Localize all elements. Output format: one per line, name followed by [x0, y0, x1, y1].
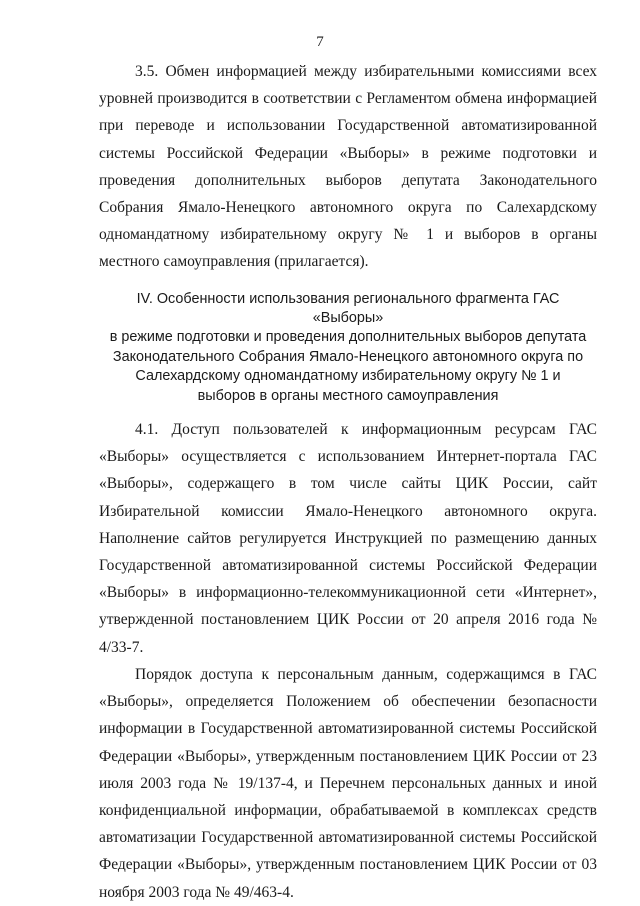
section-heading-line: выборов в органы местного самоуправления: [197, 387, 499, 404]
section-heading-line: в режиме подготовки и проведения дополнительных выборов депутата: [109, 329, 587, 346]
paragraph-personal-data-access: Порядок доступа к персональным данным, содержащимся в ГАС «Выборы», определяется Положением об обеспечении безопасности информации в Государственной автоматизированной системы Российской Федерации «Выборы», утвержденным постановлением ЦИК России от 23 июля 2003 года № 19/137-4, и Перечнем персональных данных и иной конфиденциальной информации, обрабатываемой в комплексах средств автоматизации Государственной автоматизированной системы Российской Федерации «Выборы», утвержденным постановлением ЦИК России от 03 ноября 2003 года № 49/463-4.: [99, 665, 597, 901]
section-heading-line: Законодательного Собрания Ямало-Ненецкого автономного округа по: [112, 348, 584, 365]
section-heading-iv: [99, 290, 597, 406]
page-number: 7: [316, 34, 324, 50]
paragraph-3-5: 3.5. Обмен информацией между избирательными комиссиями всех уровней производится в соответствии с Регламентом обмена информацией при переводе и использовании Государственной автоматизированной системы Российской Федерации «Выборы» в режиме подготовки и проведения дополнительных выборов депутата Законодательного Собрания Ямало-Ненецкого автономного округа по Салехардскому одномандатному избирательному округу № 1 и выборов в органы местного самоуправления (прилагается).: [99, 63, 597, 271]
section-heading-line: Салехардскому одномандатному избирательному округу № 1 и: [135, 368, 561, 385]
paragraph-4-1: 4.1. Доступ пользователей к информационным ресурсам ГАС «Выборы» осуществляется с использованием Интернет-портала ГАС «Выборы», содержащего в том числе сайты ЦИК России, сайт Избирательной комиссии Ямало-Ненецкого автономного округа. Наполнение сайтов регулируется Инструкцией по размещению данных Государственной автоматизированной системы Российской Федерации «Выборы» в информационно-телекоммуникационной сети «Интернет», утвержденной постановлением ЦИК России от 20 апреля 2016 года № 4/33-7.: [99, 421, 597, 656]
section-heading-line: IV. Особенности использования регионального фрагмента ГАС «Выборы»: [136, 290, 560, 327]
document-body: [99, 58, 597, 906]
